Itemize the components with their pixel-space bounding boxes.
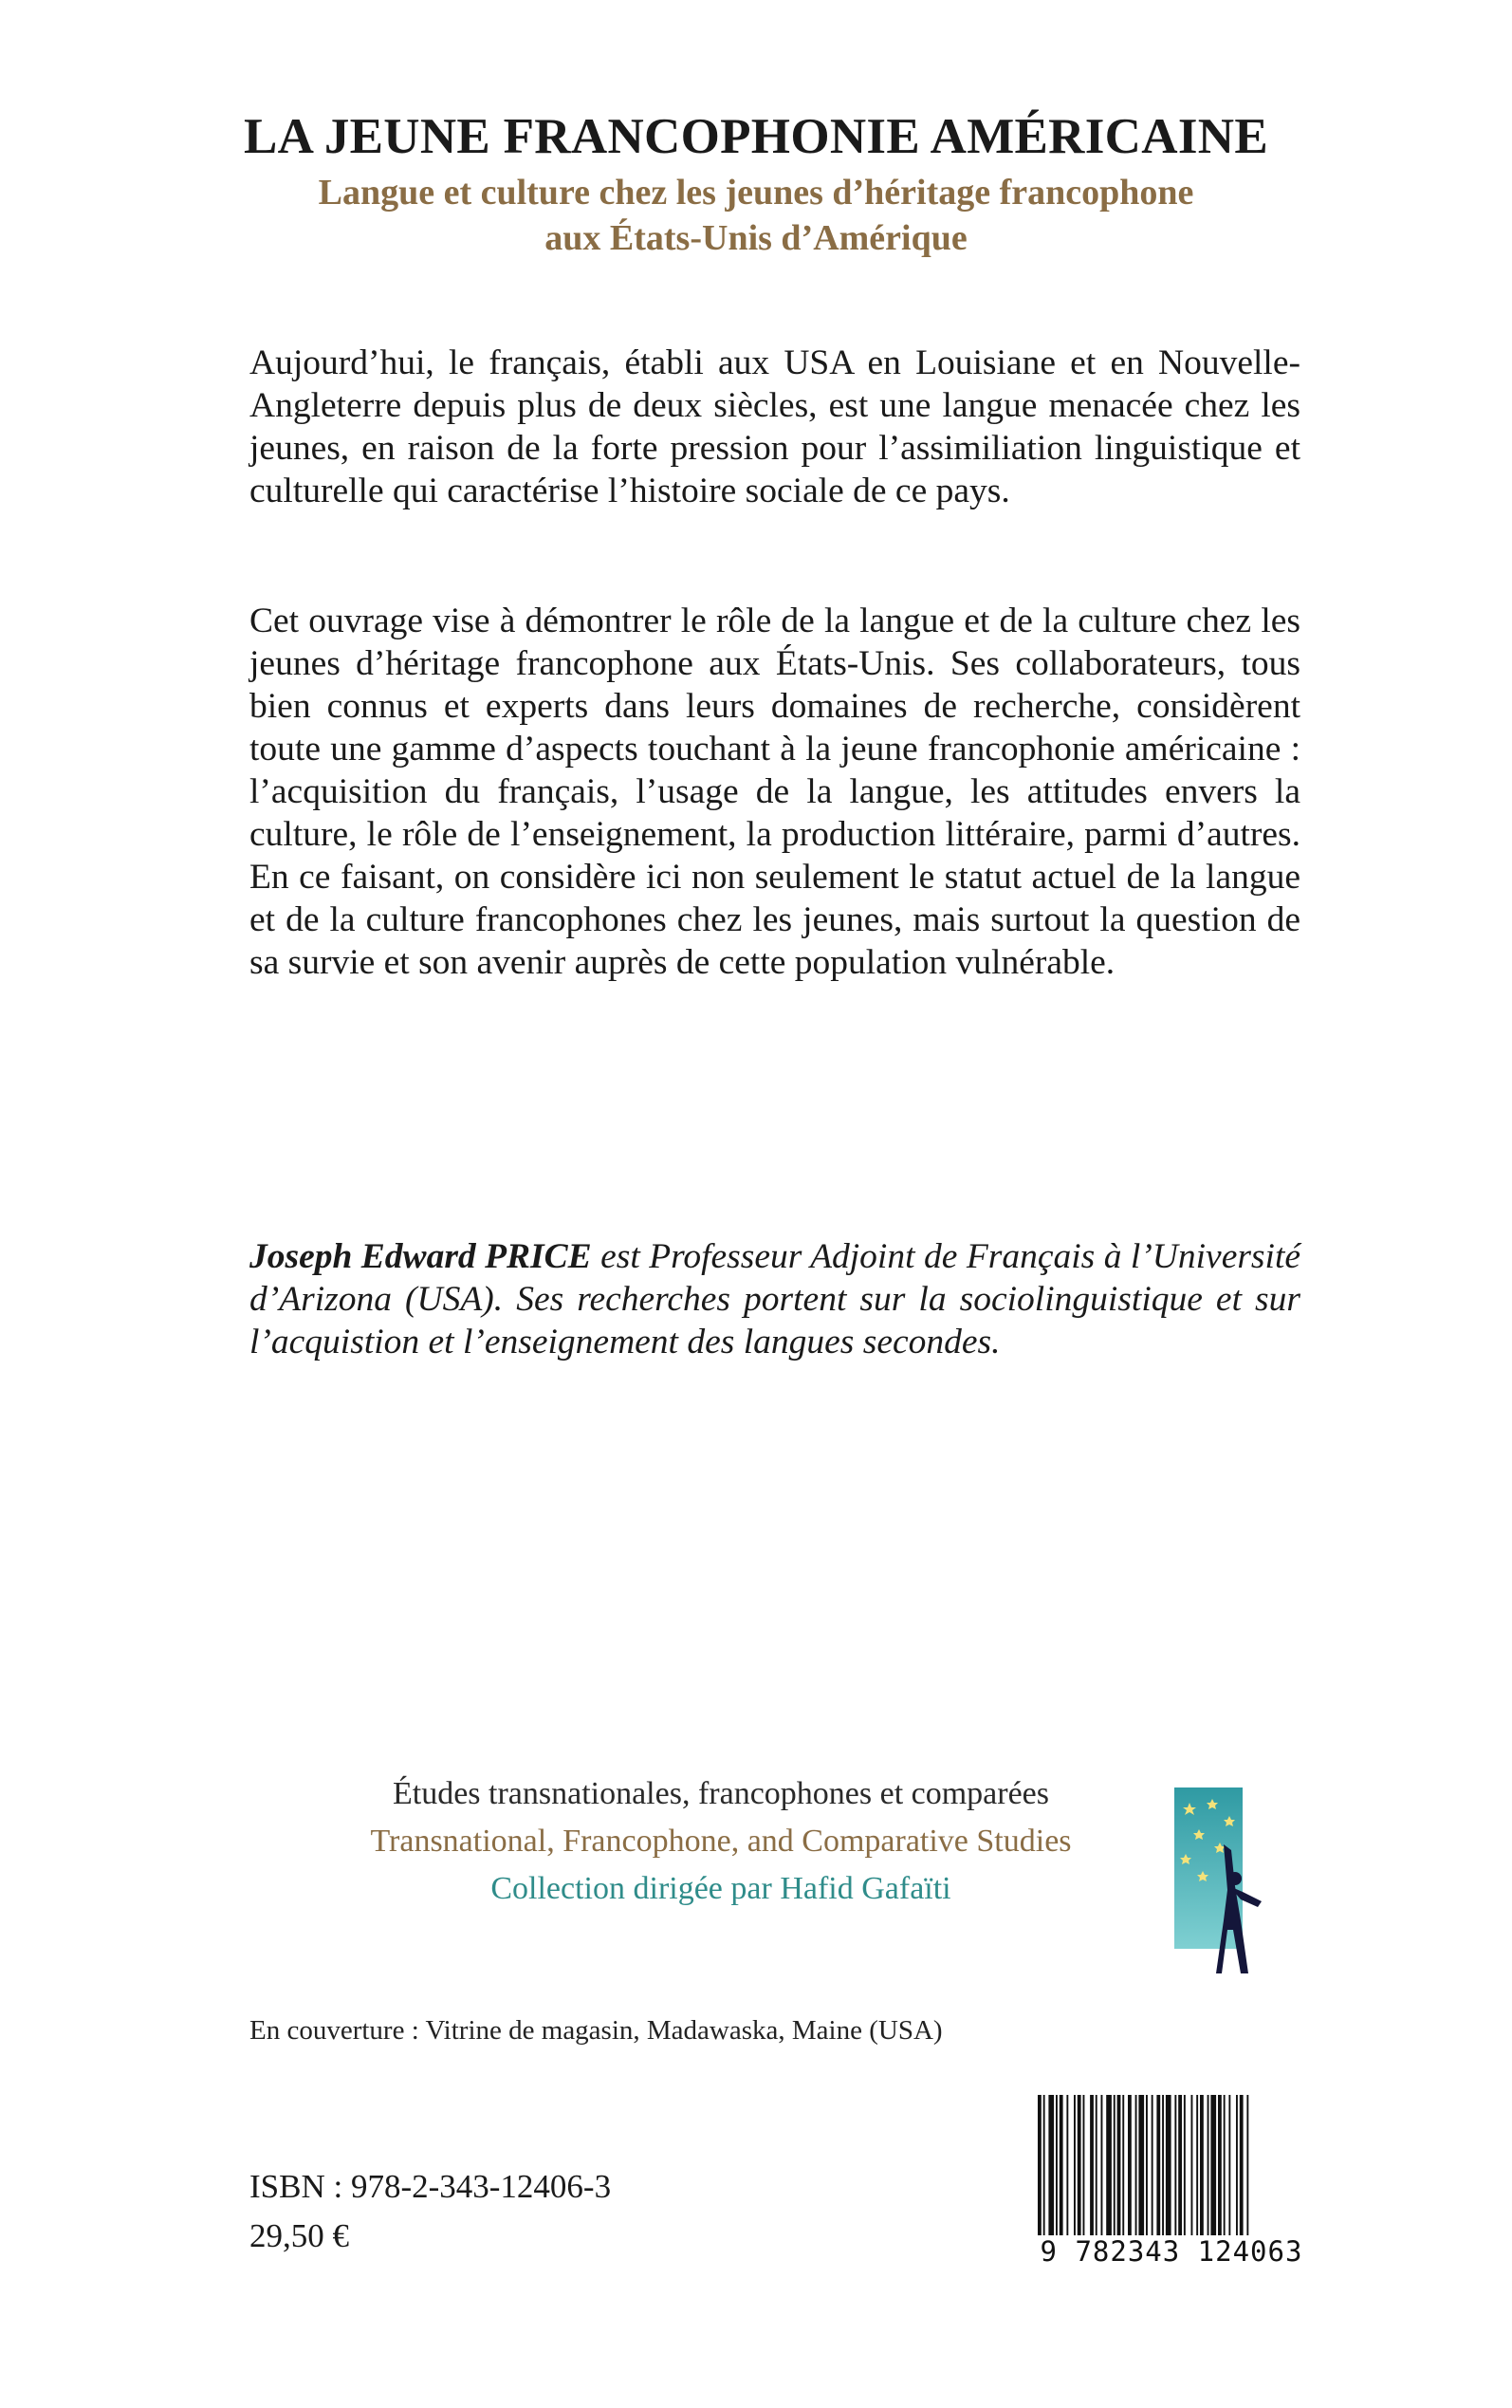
barcode-bar (1138, 2095, 1144, 2237)
barcode-bar (1240, 2095, 1244, 2237)
barcode-bar (1246, 2095, 1248, 2254)
barcode-bar (1117, 2095, 1121, 2237)
description-paragraph-2: Cet ouvrage vise à démontrer le rôle de la langue et de la culture chez les jeunes d’héritage francophone aux États-Unis. Ses collaborateurs, tous bien connus et experts dans leurs domaines de recherche, considèrent toute une gamme d’aspects touchant à la jeune francophonie américaine : l’acquisition du français, l’usage de la langue, les attitudes envers la culture, le rôle de l’enseignement, la production littéraire, parmi d’autres. En ce faisant, on considère ici non seulement le statut actuel de la langue et de la culture francophones chez les jeunes, mais surtout la question de sa survie et son avenir auprès de cette population vulnérable. (249, 602, 1300, 982)
barcode-bar (1078, 2095, 1081, 2237)
barcode-bar (1106, 2095, 1112, 2237)
barcode-bar (1048, 2095, 1054, 2237)
author-name: Joseph Edward PRICE (249, 1237, 592, 1276)
book-title: LA JEUNE FRANCOPHONIE AMÉRICAINE (243, 109, 1268, 164)
barcode-bar (1191, 2095, 1193, 2237)
barcode-bar (1083, 2095, 1085, 2237)
series-title-fr: Études transnationales, francophones et comparées (392, 1776, 1050, 1811)
barcode-bar (1066, 2095, 1068, 2237)
barcode-bar (1208, 2095, 1209, 2237)
barcode-bar (1056, 2095, 1058, 2237)
barcode-bar (1090, 2095, 1094, 2237)
barcode-bar (1200, 2095, 1204, 2237)
barcode-number: 9 782343 124063 (1034, 2235, 1309, 2268)
series-director: Collection dirigée par Hafid Gafaïti (490, 1871, 951, 1906)
barcode-bar (1184, 2095, 1186, 2237)
barcode-bar (1074, 2095, 1076, 2237)
barcode-bar (1096, 2095, 1097, 2237)
barcode-bar (1060, 2095, 1063, 2237)
barcode-bar (1156, 2095, 1160, 2237)
barcode-bar (1236, 2095, 1238, 2237)
barcode-bar (1122, 2095, 1124, 2237)
barcode-bar (1038, 2095, 1042, 2254)
subtitle-line-2: aux États-Unis d’Amérique (544, 218, 968, 258)
subtitle-line-1: Langue et culture chez les jeunes d’héritage francophone (318, 173, 1194, 213)
barcode-bar (1210, 2095, 1216, 2237)
barcode-bar (1114, 2095, 1116, 2237)
barcode-bar (1228, 2095, 1230, 2237)
author-bio-text: est Professeur Adjoint de Français à l’Université d’Arizona (USA). Ses recherches portent sur la sociolinguistique et sur l’acquistion et l’enseignement des langues secondes. (249, 1237, 1301, 1361)
barcode-bar (1166, 2095, 1171, 2237)
cover-credit: En couverture : Vitrine de magasin, Madawaska, Maine (USA) (249, 2015, 943, 2046)
barcode-bar (1128, 2095, 1132, 2237)
series-logo-icon (1174, 1787, 1273, 1977)
barcode-bar (1218, 2095, 1222, 2237)
barcode-bar (1101, 2095, 1103, 2237)
barcode-bar (1043, 2095, 1045, 2254)
barcode-bar (1174, 2095, 1176, 2237)
barcode-bar (1224, 2095, 1226, 2237)
barcode-bar (1152, 2095, 1153, 2237)
description-paragraph-1: Aujourd’hui, le français, établi aux USA en Louisiane et en Nouvelle-Angleterre depuis plus de deux siècles, est une langue menacée chez les jeunes, en raison de la forte pression pour l’assimiliation linguistique et culturelle qui caractérise l’histoire sociale de ce pays. (249, 343, 1300, 510)
series-title-en: Transnational, Francophone, and Comparative Studies (370, 1824, 1072, 1859)
barcode-bar (1162, 2095, 1164, 2237)
author-bio (249, 1235, 1300, 1363)
barcode-bar (1135, 2095, 1137, 2237)
barcode-bar (1178, 2095, 1182, 2237)
price: 29,50 € (249, 2217, 349, 2254)
barcode-bar (1146, 2095, 1148, 2254)
barcode-bar (1196, 2095, 1198, 2237)
isbn: ISBN : 978-2-343-12406-3 (249, 2168, 612, 2205)
